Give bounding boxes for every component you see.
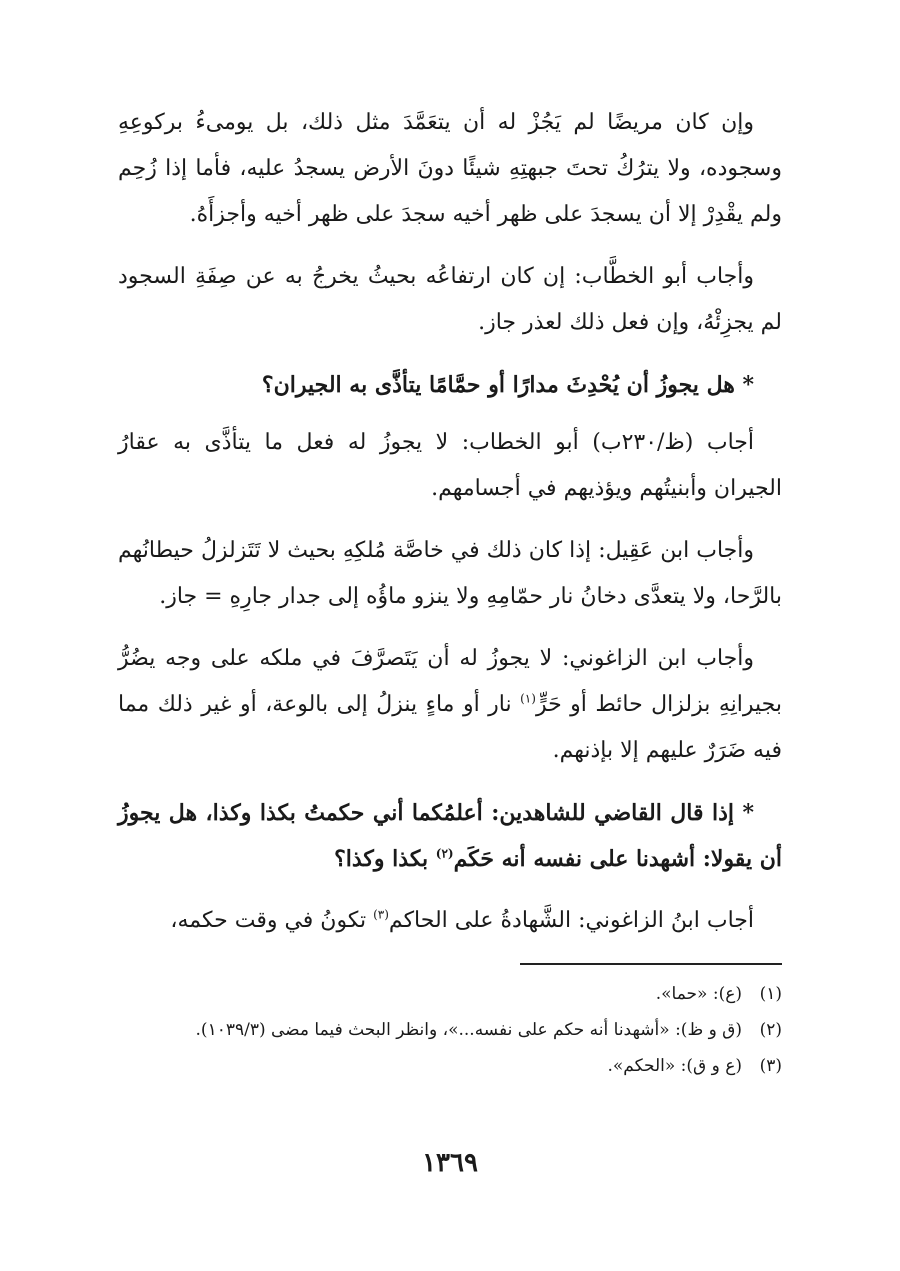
paragraph-6-part-b: تكونُ في وقت حكمه، xyxy=(170,908,374,933)
footnotes xyxy=(118,978,782,1086)
paragraph-6 xyxy=(118,898,782,944)
paragraph-5-part-b: نار أو ماءٍ ينزلُ إلى بالوعة، أو غير ذلك مما فيه ضَرَرٌ عليهم إلا بإذنهم. xyxy=(118,692,782,763)
paragraph-4: وأجاب ابن عَقِيل: إذا كان ذلك في خاصَّة مُلكِهِ بحيث لا تَتَزلزلُ حيطانُهم بالرَّحا، ولا يتعدَّى دخانُ نار حمّامِهِ ولا ينزو ماؤُه إلى جدار جارِهِ = جاز. xyxy=(118,538,782,609)
footnote-number: (٢) xyxy=(759,1020,782,1040)
footnote-ref-3: (٣) xyxy=(373,907,389,922)
paragraph-5-part-a: وأجاب ابن الزاغوني: لا يجوزُ له أن يَتَصرَّفَ في ملكه على وجه يضُرُّ بجيرانِهِ بزلزال حائط أو حَرٍّ xyxy=(118,646,782,717)
question-heading-2 xyxy=(118,790,782,882)
page-number: ١٣٦٩ xyxy=(422,1148,478,1178)
footnote-text: (ع و ق): «الحكم». xyxy=(607,1056,742,1076)
question-heading-1: * هل يجوزُ أن يُحْدِثَ مدارًا أو حمَّامًا يتأذَّى به الجيران؟ xyxy=(261,372,754,398)
footnote-number: (١) xyxy=(759,984,782,1004)
paragraph-5 xyxy=(118,636,782,774)
page-body xyxy=(118,100,782,960)
paragraph-1: وإن كان مريضًا لم يَجُزْ له أن يتعَمَّدَ مثل ذلك، بل يومىءُ بركوعِهِ وسجوده، ولا يترُكُ تحتَ جبهتِهِ شيئًا دونَ الأرض يسجدُ عليه، فأما إذا زُحِم ولم يقْدِرْ إلا أن يسجدَ على ظهر أخيه سجدَ على ظهر أخيه وأجزأَهُ. xyxy=(118,110,782,227)
footnote-1 xyxy=(118,978,782,1010)
question-2-part-a: * إذا قال القاضي للشاهدين: أعلمُكما أني حكمتُ بكذا وكذا، هل يجوزُ أن يقولا: أشهدنا على نفسه أنه حَكَم xyxy=(118,800,782,872)
footnote-ref-2: (٢) xyxy=(435,846,454,861)
footnote-text: (ق و ظ): «أشهدنا أنه حكم على نفسه...»، وانظر البحث فيما مضى (١٠٣٩/٣). xyxy=(195,1020,742,1040)
footnote-2 xyxy=(118,1014,782,1046)
footnote-number: (٣) xyxy=(759,1056,782,1076)
footnote-separator xyxy=(520,963,782,965)
footnote-ref-1: (١) xyxy=(520,691,536,706)
footnote-text: (ع): «حما». xyxy=(655,984,742,1004)
paragraph-2: وأجاب أبو الخطَّاب: إن كان ارتفاعُه بحيثُ يخرجُ به عن صِفَةِ السجود لم يجزِئْهُ، وإن فعل ذلك لعذر جاز. xyxy=(118,264,782,335)
paragraph-3: أجاب (ظ/٢٣٠ب) أبو الخطاب: لا يجوزُ له فعل ما يتأذَّى به عقارُ الجيران وأبنيتُهم ويؤذيهم في أجسامهم. xyxy=(118,430,782,501)
question-2-part-b: بكذا وكذا؟ xyxy=(334,846,436,872)
footnote-3 xyxy=(118,1050,782,1082)
paragraph-6-part-a: أجاب ابنُ الزاغوني: الشَّهادةُ على الحاكم xyxy=(388,908,754,933)
